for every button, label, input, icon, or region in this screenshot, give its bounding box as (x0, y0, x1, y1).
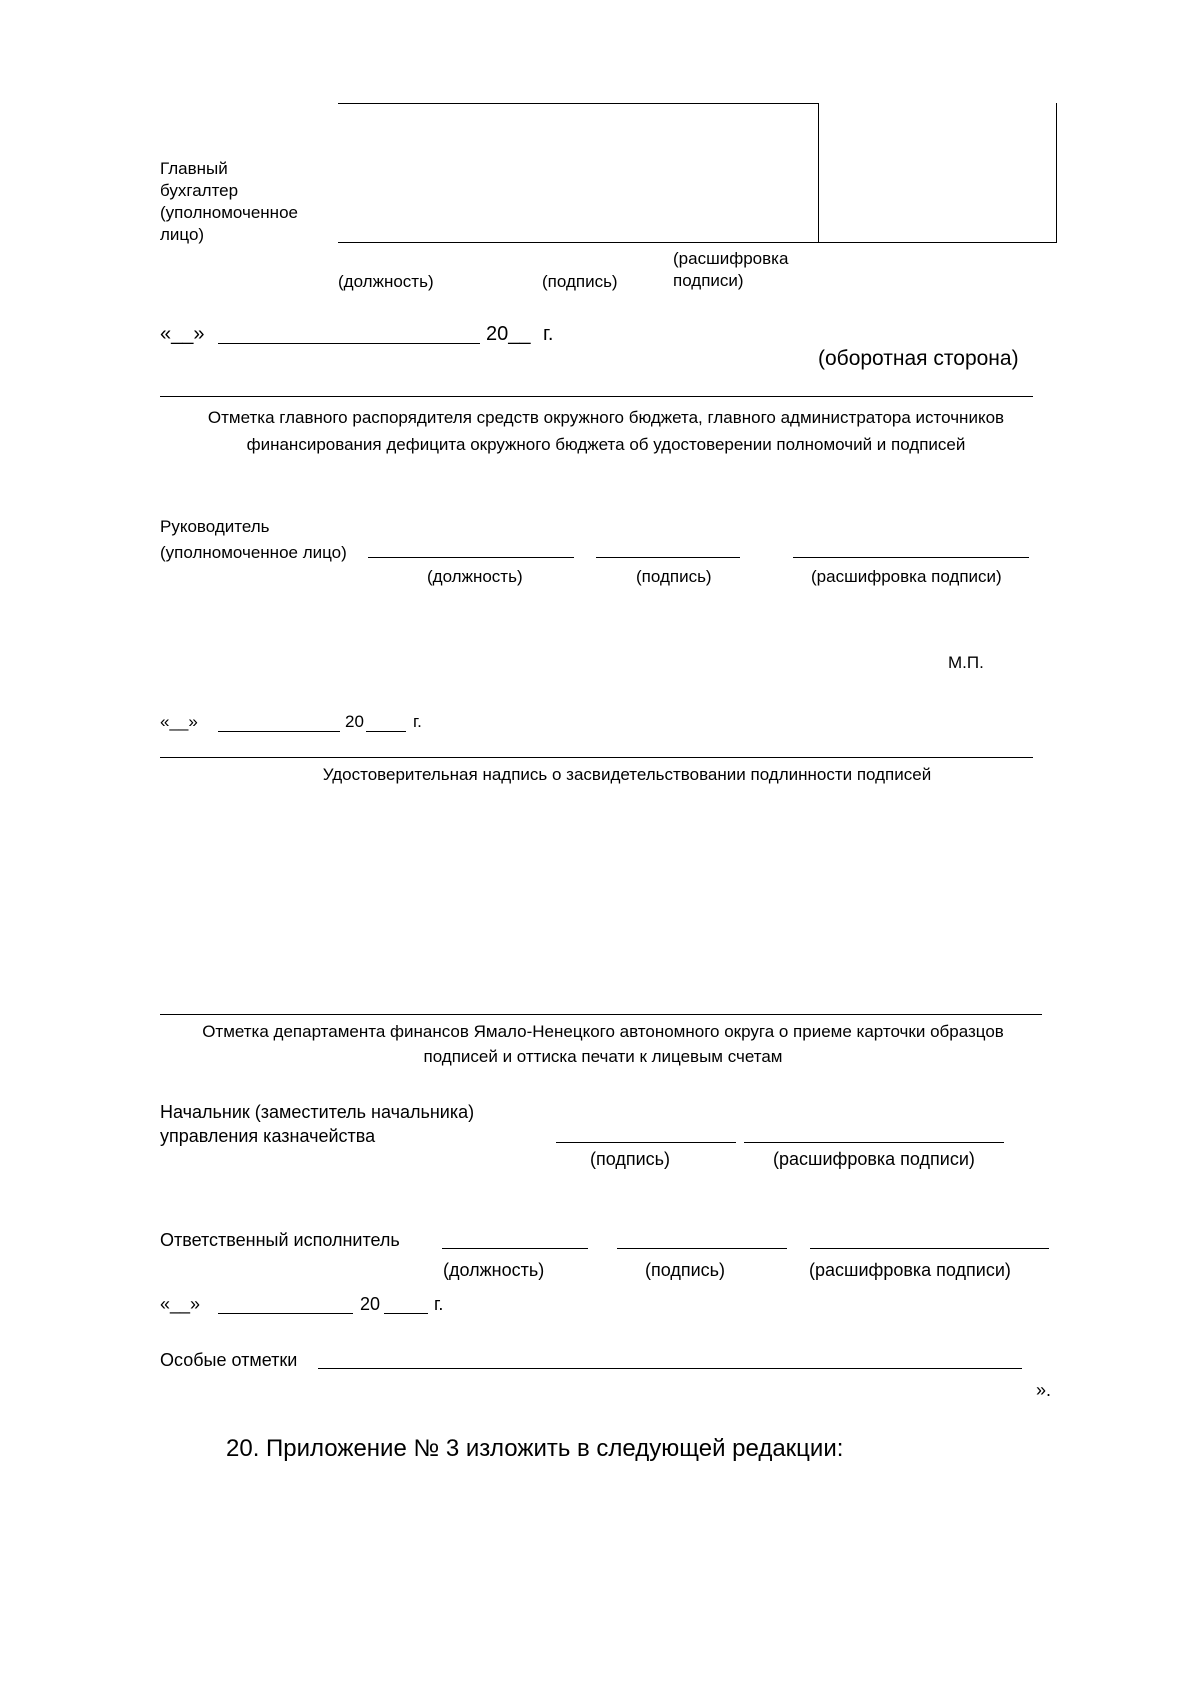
section-1-date-line (218, 731, 340, 732)
date-suffix: г. (543, 323, 554, 345)
caption-position: (должность) (338, 272, 434, 291)
head-position-line (368, 557, 574, 558)
treasury-decoding-line (744, 1142, 1004, 1143)
head-decoding-line (793, 557, 1029, 558)
special-marks-line (318, 1368, 1022, 1369)
date-day-month-line (218, 343, 480, 344)
treasury-caption-decoding: (расшифровка подписи) (773, 1149, 975, 1169)
stamp-label: М.П. (948, 653, 984, 672)
executor-decoding-line (810, 1248, 1049, 1249)
head-label: Руководитель (уполномоченное лицо) (160, 517, 347, 562)
executor-caption-signature: (подпись) (645, 1260, 726, 1280)
section-2-rule (160, 757, 1033, 758)
head-signature-line (596, 557, 740, 558)
treasury-caption-signature: (подпись) (590, 1149, 671, 1169)
section-3-rule (160, 1014, 1042, 1015)
section-3-date-year: 20 (360, 1294, 381, 1314)
table-right-border (1056, 103, 1057, 243)
caption-signature: (подпись) (542, 272, 618, 291)
section-3-date-line (218, 1313, 353, 1314)
date-year: 20__ (486, 323, 531, 345)
executor-position-line (442, 1248, 588, 1249)
section-3-date-suffix: г. (434, 1294, 444, 1314)
section-3-heading: Отметка департамента финансов Ямало-Ненецкого автономного округа о приеме карточки образцов подписей и оттиска печати к лицевым счетам (202, 1022, 1004, 1066)
section-1-date-year-line (366, 731, 406, 732)
executor-label: Ответственный исполнитель (160, 1230, 400, 1250)
head-caption-position: (должность) (427, 567, 523, 586)
chief-accountant-label: Главный бухгалтер (уполномоченное лицо) (160, 159, 298, 244)
section-1-rule (160, 396, 1033, 397)
special-marks-label: Особые отметки (160, 1350, 298, 1370)
reverse-side-label: (оборотная сторона) (818, 347, 1019, 370)
executor-caption-position: (должность) (443, 1260, 545, 1280)
section-2-heading: Удостоверительная надпись о засвидетельствовании подлинности подписей (322, 765, 932, 784)
treasury-signature-line (556, 1142, 736, 1143)
executor-caption-decoding: (расшифровка подписи) (809, 1260, 1011, 1280)
table-top-border (338, 103, 818, 104)
section-1-heading: Отметка главного распорядителя средств окружного бюджета, главного администратора источников финансирования дефицита окружного бюджета об удостоверении полномочий и подписей (207, 408, 1005, 454)
section-1-date-suffix: г. (413, 712, 422, 731)
treasury-chief-label: Начальник (заместитель начальника) управления казначейства (160, 1102, 475, 1146)
caption-decoding: (расшифровка подписи) (673, 249, 789, 290)
section-1-date-year: 20 (345, 712, 364, 731)
section-3-date-open: «__» (160, 1294, 201, 1314)
section-3-date-year-line (384, 1313, 428, 1314)
signature-baseline (338, 242, 1056, 243)
table-middle-divider (818, 103, 819, 243)
executor-signature-line (617, 1248, 787, 1249)
head-caption-signature: (подпись) (636, 567, 712, 586)
head-caption-decoding: (расшифровка подписи) (811, 567, 1002, 586)
section-1-date-open: «__» (160, 712, 198, 731)
closing-quote: ». (1036, 1380, 1052, 1400)
amendment-item-text: 20. Приложение № 3 изложить в следующей редакции: (226, 1435, 844, 1462)
date-open-quote: «__» (160, 323, 205, 345)
